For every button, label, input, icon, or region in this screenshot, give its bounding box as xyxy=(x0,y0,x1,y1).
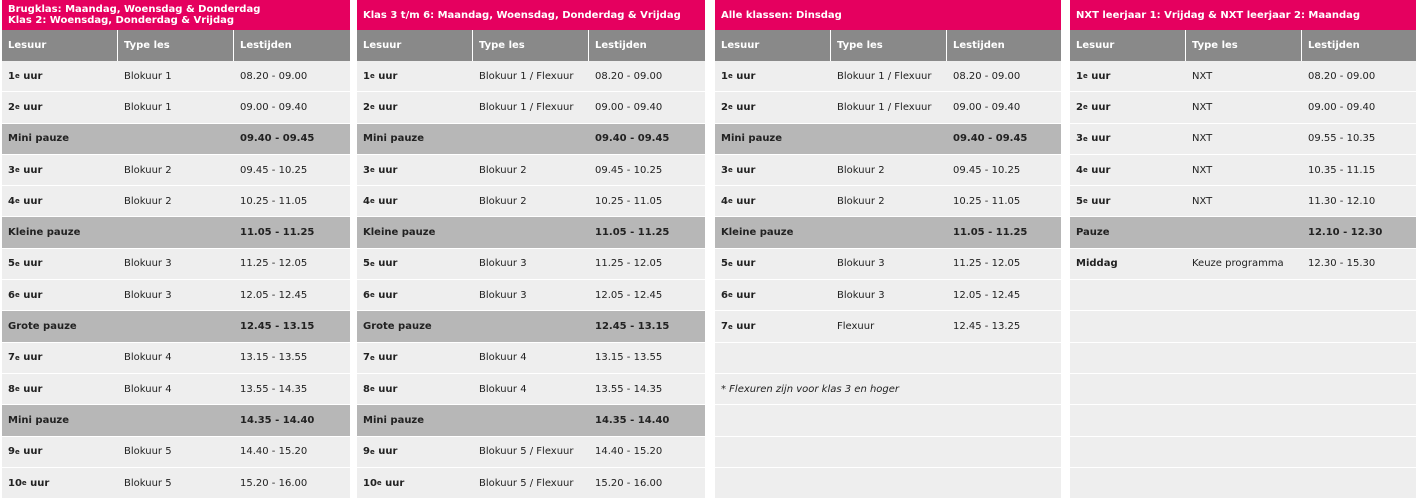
hour-number: 6 xyxy=(363,289,370,301)
pause-label: Kleine pauze xyxy=(363,227,436,239)
hour-number: 2 xyxy=(1076,101,1083,113)
pause-label: Mini pauze xyxy=(721,133,783,145)
column-header-type: Type les xyxy=(831,30,947,61)
lesson-row xyxy=(1070,186,1416,217)
hour-number: 3 xyxy=(363,164,370,176)
lesson-row xyxy=(2,61,350,92)
pause-row xyxy=(2,217,350,248)
lesson-row xyxy=(2,186,350,217)
pause-row xyxy=(2,124,350,155)
lesson-row xyxy=(357,92,705,123)
panel-title-line: Klas 3 t/m 6: Maandag, Woensdag, Donderdag & Vrijdag xyxy=(363,9,681,21)
lesson-hour: 4 e uur xyxy=(721,195,756,207)
hour-suffix: uur xyxy=(374,383,398,395)
lesson-row xyxy=(2,155,350,186)
pause-label: Grote pauze xyxy=(8,321,77,333)
lesson-row xyxy=(715,92,1061,123)
column-header-type: Type les xyxy=(118,30,234,61)
lesson-type: Blokuur 4 xyxy=(124,352,172,364)
pause-row xyxy=(2,311,350,342)
lesson-time: 09.45 - 10.25 xyxy=(953,164,1021,176)
pause-row xyxy=(1070,217,1416,248)
lesson-type: Blokuur 2 xyxy=(837,164,885,176)
lesson-time: 10.25 - 11.05 xyxy=(595,195,663,207)
hour-suffix: uur xyxy=(1087,195,1111,207)
empty-row xyxy=(715,437,1061,468)
lesson-row xyxy=(357,437,705,468)
lesson-time: 11.25 - 12.05 xyxy=(953,258,1021,270)
lesson-type: NXT xyxy=(1192,70,1213,82)
pause-label: Mini pauze xyxy=(363,133,425,145)
hour-suffix: uur xyxy=(732,164,756,176)
lesson-time: 10.35 - 11.15 xyxy=(1308,164,1376,176)
lesson-hour: 3 e uur xyxy=(1076,133,1111,145)
hour-number: 7 xyxy=(721,321,728,333)
pause-time: 09.40 - 09.45 xyxy=(240,133,315,145)
lesson-time: 09.55 - 10.35 xyxy=(1308,133,1376,145)
hour-number: 1 xyxy=(1076,70,1083,82)
lesson-hour: 4 e uur xyxy=(1076,164,1111,176)
panel-title-line: Alle klassen: Dinsdag xyxy=(721,9,842,21)
lesson-row xyxy=(1070,124,1416,155)
hour-suffix: uur xyxy=(26,477,50,489)
lesson-type: Blokuur 1 xyxy=(124,70,172,82)
hour-suffix: uur xyxy=(732,258,756,270)
empty-row xyxy=(1070,280,1416,311)
hour-suffix: uur xyxy=(19,164,43,176)
pause-time: 14.35 - 14.40 xyxy=(595,414,670,426)
hour-suffix: uur xyxy=(732,70,756,82)
lesson-hour: 9 e uur xyxy=(8,446,43,458)
empty-row xyxy=(715,405,1061,436)
lesson-time: 12.45 - 13.25 xyxy=(953,321,1021,333)
pause-time: 09.40 - 09.45 xyxy=(595,133,670,145)
lesson-row xyxy=(357,468,705,499)
lesson-row xyxy=(357,374,705,405)
lesson-time: 09.00 - 09.40 xyxy=(953,101,1021,113)
hour-suffix: uur xyxy=(19,289,43,301)
hour-number: 1 xyxy=(721,70,728,82)
lesson-row xyxy=(715,280,1061,311)
lesson-hour: 7 e uur xyxy=(363,352,398,364)
lesson-row xyxy=(357,249,705,280)
lesson-time: 14.40 - 15.20 xyxy=(240,446,308,458)
column-header-tijden: Lestijden xyxy=(953,40,1005,51)
hour-number: 4 xyxy=(1076,164,1083,176)
hour-number: 8 xyxy=(8,383,15,395)
hour-number: 6 xyxy=(8,289,15,301)
lesson-time: 08.20 - 09.00 xyxy=(240,70,308,82)
lesson-type: Flexuur xyxy=(837,321,875,333)
hour-number: 5 xyxy=(363,258,370,270)
hour-suffix: uur xyxy=(381,477,405,489)
lesson-hour xyxy=(1070,249,1186,279)
lesson-row xyxy=(2,249,350,280)
lesson-hour: 6 e uur xyxy=(363,289,398,301)
lesson-type: Blokuur 3 xyxy=(124,289,172,301)
empty-row xyxy=(1070,343,1416,374)
lesson-hour: 2 e uur xyxy=(1076,101,1111,113)
pause-row xyxy=(715,217,1061,248)
lesson-hour: 7 e uur xyxy=(8,352,43,364)
lesson-type: Blokuur 2 xyxy=(124,164,172,176)
empty-row xyxy=(1070,437,1416,468)
lesson-hour: 5 e uur xyxy=(8,258,43,270)
pause-time: 12.10 - 12.30 xyxy=(1308,227,1383,239)
pause-time: 12.45 - 13.15 xyxy=(595,321,670,333)
lesson-type: Blokuur 4 xyxy=(479,383,527,395)
hour-number: Middag xyxy=(1076,258,1118,270)
panel-title xyxy=(357,0,705,30)
hour-suffix: uur xyxy=(19,383,43,395)
column-header-type: Type les xyxy=(473,30,589,61)
hour-number: 4 xyxy=(8,195,15,207)
pause-label: Grote pauze xyxy=(363,321,432,333)
lesson-hour: 10 e uur xyxy=(8,477,50,489)
hour-number: 3 xyxy=(721,164,728,176)
lesson-type: Blokuur 5 xyxy=(124,446,172,458)
pause-label: Mini pauze xyxy=(8,414,70,426)
hour-number: 7 xyxy=(8,352,15,364)
lesson-hour: 4 e uur xyxy=(8,195,43,207)
lesson-time: 15.20 - 16.00 xyxy=(595,477,663,489)
lesson-type: Blokuur 2 xyxy=(837,195,885,207)
column-header-lesuur: Lesuur xyxy=(715,30,831,61)
lesson-hour: 5 e uur xyxy=(1076,195,1111,207)
hour-number: 8 xyxy=(363,383,370,395)
lesson-row xyxy=(715,186,1061,217)
column-header-type: Type les xyxy=(1186,30,1302,61)
lesson-row xyxy=(715,155,1061,186)
lesson-type: Blokuur 5 / Flexuur xyxy=(479,477,574,489)
hour-number: 3 xyxy=(1076,133,1083,145)
lesson-row xyxy=(715,249,1061,280)
hour-suffix: uur xyxy=(1087,101,1111,113)
pause-label: Kleine pauze xyxy=(721,227,794,239)
lesson-row xyxy=(715,311,1061,342)
lesson-time: 11.25 - 12.05 xyxy=(240,258,308,270)
column-header-tijden: Lestijden xyxy=(240,40,292,51)
hour-suffix: uur xyxy=(374,101,398,113)
lesson-time: 08.20 - 09.00 xyxy=(595,70,663,82)
hour-number: 9 xyxy=(363,446,370,458)
lesson-type: NXT xyxy=(1192,164,1213,176)
lesson-type: Blokuur 3 xyxy=(837,289,885,301)
schedule-panel xyxy=(715,0,1061,499)
lesson-hour: 1 e uur xyxy=(8,70,43,82)
lesson-row xyxy=(2,374,350,405)
empty-row xyxy=(1070,311,1416,342)
lesson-row xyxy=(357,280,705,311)
hour-number: 6 xyxy=(721,289,728,301)
hour-number: 5 xyxy=(721,258,728,270)
lesson-time: 12.05 - 12.45 xyxy=(953,289,1021,301)
lesson-row xyxy=(357,186,705,217)
pause-time: 12.45 - 13.15 xyxy=(240,321,315,333)
lesson-hour: 3 e uur xyxy=(363,164,398,176)
lesson-hour: 8 e uur xyxy=(363,383,398,395)
lesson-time: 12.05 - 12.45 xyxy=(595,289,663,301)
lesson-row xyxy=(357,155,705,186)
schedule-panel xyxy=(357,0,705,499)
lesson-hour: 6 e uur xyxy=(721,289,756,301)
lesson-row xyxy=(357,343,705,374)
hour-suffix: uur xyxy=(374,352,398,364)
empty-row xyxy=(1070,405,1416,436)
pause-time: 09.40 - 09.45 xyxy=(953,133,1028,145)
lesson-hour: 2 e uur xyxy=(363,101,398,113)
hour-number: 1 xyxy=(8,70,15,82)
note-row xyxy=(715,374,1061,405)
lesson-time: 08.20 - 09.00 xyxy=(1308,70,1376,82)
panel-title xyxy=(1070,0,1416,30)
lesson-hour: 3 e uur xyxy=(8,164,43,176)
lesson-hour: 8 e uur xyxy=(8,383,43,395)
lesson-type: Blokuur 1 / Flexuur xyxy=(837,101,932,113)
pause-time: 11.05 - 11.25 xyxy=(595,227,670,239)
hour-suffix: uur xyxy=(1087,164,1111,176)
lesson-row xyxy=(1070,155,1416,186)
lesson-time: 12.30 - 15.30 xyxy=(1308,258,1376,270)
table-header xyxy=(357,30,705,61)
hour-suffix: uur xyxy=(374,164,398,176)
hour-suffix: uur xyxy=(19,70,43,82)
table-header xyxy=(1070,30,1416,61)
lesson-row xyxy=(715,61,1061,92)
lesson-row xyxy=(2,468,350,499)
lesson-time: 09.45 - 10.25 xyxy=(595,164,663,176)
hour-number: 7 xyxy=(363,352,370,364)
empty-row xyxy=(715,343,1061,374)
lesson-hour: 5 e uur xyxy=(721,258,756,270)
lesson-hour: 7 e uur xyxy=(721,321,756,333)
hour-number: 5 xyxy=(1076,195,1083,207)
hour-suffix: uur xyxy=(19,446,43,458)
pause-row xyxy=(357,311,705,342)
hour-number: 2 xyxy=(363,101,370,113)
pause-label: Mini pauze xyxy=(8,133,70,145)
lesson-type: Blokuur 3 xyxy=(124,258,172,270)
lesson-type: Blokuur 1 / Flexuur xyxy=(479,101,574,113)
lesson-time: 13.15 - 13.55 xyxy=(595,352,663,364)
lesson-type: Blokuur 5 xyxy=(124,477,172,489)
empty-row xyxy=(1070,374,1416,405)
hour-suffix: uur xyxy=(1087,70,1111,82)
pause-time: 14.35 - 14.40 xyxy=(240,414,315,426)
table-header xyxy=(715,30,1061,61)
footnote: * Flexuren zijn voor klas 3 en hoger xyxy=(721,383,900,395)
hour-number: 9 xyxy=(8,446,15,458)
hour-number: 2 xyxy=(8,101,15,113)
pause-row xyxy=(2,405,350,436)
lesson-type: Blokuur 3 xyxy=(837,258,885,270)
lesson-type: Blokuur 3 xyxy=(479,258,527,270)
lesson-hour: 2 e uur xyxy=(721,101,756,113)
lesson-row xyxy=(1070,249,1416,280)
lesson-time: 09.00 - 09.40 xyxy=(595,101,663,113)
lesson-type: Blokuur 1 / Flexuur xyxy=(479,70,574,82)
lesson-time: 12.05 - 12.45 xyxy=(240,289,308,301)
hour-suffix: uur xyxy=(19,352,43,364)
hour-number: 5 xyxy=(8,258,15,270)
panel-title-line: Klas 2: Woensdag, Donderdag & Vrijdag xyxy=(8,15,235,26)
lesson-hour: 2 e uur xyxy=(8,101,43,113)
lesson-hour: 1 e uur xyxy=(721,70,756,82)
hour-suffix: uur xyxy=(732,195,756,207)
table-header xyxy=(2,30,350,61)
lesson-time: 10.25 - 11.05 xyxy=(240,195,308,207)
lesson-type: Blokuur 4 xyxy=(479,352,527,364)
hour-suffix: uur xyxy=(374,70,398,82)
lesson-row xyxy=(2,437,350,468)
hour-number: 1 xyxy=(363,70,370,82)
hour-suffix: uur xyxy=(19,258,43,270)
pause-label: Kleine pauze xyxy=(8,227,81,239)
lesson-hour: 1 e uur xyxy=(1076,70,1111,82)
lesson-row xyxy=(2,343,350,374)
hour-suffix: uur xyxy=(19,195,43,207)
hour-suffix: uur xyxy=(374,289,398,301)
column-header-lesuur: Lesuur xyxy=(1070,30,1186,61)
lesson-type: Blokuur 2 xyxy=(479,164,527,176)
lesson-type: Blokuur 5 / Flexuur xyxy=(479,446,574,458)
pause-row xyxy=(715,124,1061,155)
hour-suffix: uur xyxy=(374,258,398,270)
hour-suffix: uur xyxy=(374,195,398,207)
hour-suffix: uur xyxy=(1087,133,1111,145)
lesson-hour: 10 e uur xyxy=(363,477,405,489)
lesson-type: NXT xyxy=(1192,101,1213,113)
lesson-time: 13.55 - 14.35 xyxy=(595,383,663,395)
lesson-type: Blokuur 2 xyxy=(124,195,172,207)
lesson-hour: 1 e uur xyxy=(363,70,398,82)
pause-time: 11.05 - 11.25 xyxy=(240,227,315,239)
hour-suffix: uur xyxy=(374,446,398,458)
schedule-panel xyxy=(1070,0,1416,499)
lesson-time: 14.40 - 15.20 xyxy=(595,446,663,458)
hour-number: 10 xyxy=(8,477,22,489)
lesson-type: NXT xyxy=(1192,195,1213,207)
pause-label: Pauze xyxy=(1076,227,1110,239)
lesson-time: 08.20 - 09.00 xyxy=(953,70,1021,82)
schedule-panel xyxy=(2,0,350,499)
hour-number: 3 xyxy=(8,164,15,176)
lesson-time: 11.30 - 12.10 xyxy=(1308,195,1376,207)
lesson-time: 13.55 - 14.35 xyxy=(240,383,308,395)
hour-number: 2 xyxy=(721,101,728,113)
lesson-time: 09.00 - 09.40 xyxy=(240,101,308,113)
hour-number: 10 xyxy=(363,477,377,489)
panel-title xyxy=(2,0,350,30)
lesson-row xyxy=(1070,92,1416,123)
column-header-tijden: Lestijden xyxy=(1308,40,1360,51)
lesson-row xyxy=(1070,61,1416,92)
lesson-hour: 9 e uur xyxy=(363,446,398,458)
column-header-tijden: Lestijden xyxy=(595,40,647,51)
lesson-type: Blokuur 3 xyxy=(479,289,527,301)
hour-number: 4 xyxy=(721,195,728,207)
lesson-time: 15.20 - 16.00 xyxy=(240,477,308,489)
lesson-hour: 4 e uur xyxy=(363,195,398,207)
pause-row xyxy=(357,124,705,155)
lesson-time: 10.25 - 11.05 xyxy=(953,195,1021,207)
panel-title-line: NXT leerjaar 1: Vrijdag & NXT leerjaar 2: Maandag xyxy=(1076,9,1361,21)
lesson-row xyxy=(357,61,705,92)
panel-title-line: Brugklas: Maandag, Woensdag & Donderdag xyxy=(8,4,261,15)
pause-row xyxy=(357,405,705,436)
pause-row xyxy=(357,217,705,248)
lesson-hour: 3 e uur xyxy=(721,164,756,176)
pause-time: 11.05 - 11.25 xyxy=(953,227,1028,239)
pause-label: Mini pauze xyxy=(363,414,425,426)
hour-number: 4 xyxy=(363,195,370,207)
lesson-time: 09.45 - 10.25 xyxy=(240,164,308,176)
lesson-row xyxy=(2,280,350,311)
lesson-hour: 5 e uur xyxy=(363,258,398,270)
lesson-type: Keuze programma xyxy=(1192,258,1284,270)
lesson-type: Blokuur 4 xyxy=(124,383,172,395)
lesson-type: Blokuur 1 / Flexuur xyxy=(837,70,932,82)
lesson-row xyxy=(2,92,350,123)
lesson-hour: 6 e uur xyxy=(8,289,43,301)
hour-suffix: uur xyxy=(19,101,43,113)
lesson-type: Blokuur 2 xyxy=(479,195,527,207)
hour-suffix: uur xyxy=(732,289,756,301)
column-header-lesuur: Lesuur xyxy=(357,30,473,61)
lesson-time: 11.25 - 12.05 xyxy=(595,258,663,270)
lesson-type: Blokuur 1 xyxy=(124,101,172,113)
lesson-type: NXT xyxy=(1192,133,1213,145)
lesson-time: 13.15 - 13.55 xyxy=(240,352,308,364)
empty-row xyxy=(715,468,1061,499)
hour-suffix: uur xyxy=(732,321,756,333)
hour-suffix: uur xyxy=(732,101,756,113)
panel-title xyxy=(715,0,1061,30)
lesson-time: 09.00 - 09.40 xyxy=(1308,101,1376,113)
column-header-lesuur: Lesuur xyxy=(2,30,118,61)
empty-row xyxy=(1070,468,1416,499)
